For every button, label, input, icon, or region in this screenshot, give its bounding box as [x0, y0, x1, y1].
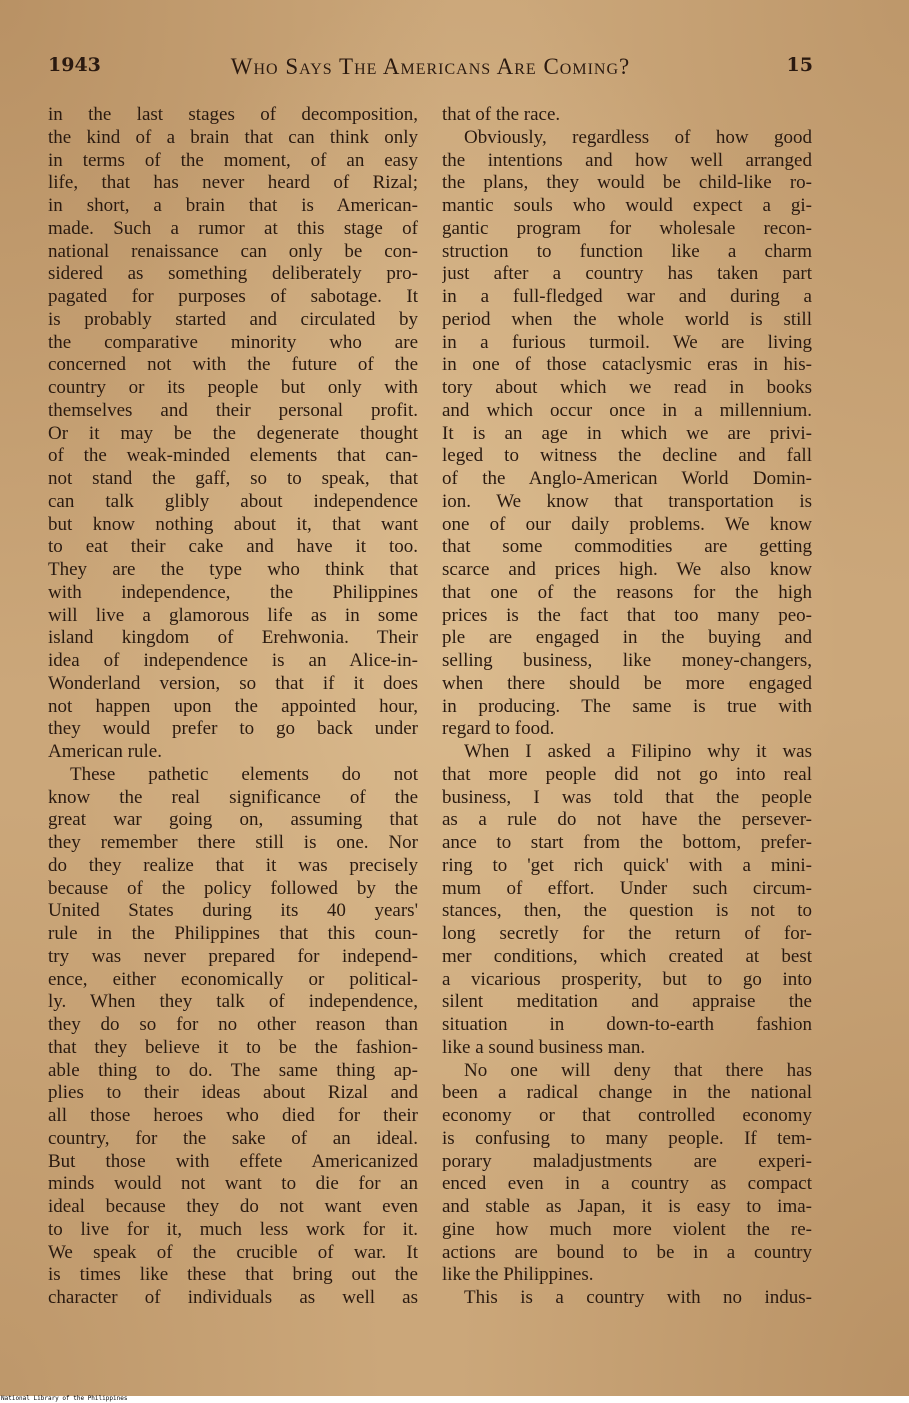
- text-line: concerned not with the future of the: [48, 354, 418, 376]
- text-line: they do so for no other reason than: [48, 1014, 418, 1035]
- text-line: prices is the fact that too many peo-: [442, 604, 812, 626]
- text-line: in a full-fledged war and during a: [442, 286, 812, 307]
- text-line: period when the whole world is still: [442, 308, 812, 330]
- text-line: the intentions and how well arranged: [442, 149, 812, 171]
- text-line: life, that has never heard of Rizal;: [48, 172, 418, 194]
- text-line: tory about which we read in books: [442, 377, 812, 398]
- text-line: ance to start from the bottom, prefer-: [442, 832, 812, 853]
- text-line: great war going on, assuming that: [48, 809, 418, 831]
- right-text-column: [442, 104, 812, 1310]
- text-line: all those heroes who died for their: [48, 1105, 418, 1126]
- text-line: Obviously, regardless of how good: [464, 126, 812, 148]
- text-line: situation in down-to-earth fashion: [442, 1014, 812, 1035]
- text-line: ideal because they do not want even: [48, 1196, 418, 1217]
- text-line: rule in the Philippines that this coun-: [48, 923, 418, 944]
- text-line: but know nothing about it, that want: [48, 513, 418, 535]
- text-line: in a furious turmoil. We are living: [442, 331, 812, 353]
- text-line: in terms of the moment, of an easy: [48, 149, 418, 171]
- text-line: they remember there still is one. Nor: [48, 832, 418, 853]
- text-line: not stand the gaff, so to speak, that: [48, 468, 418, 489]
- text-line: country or its people but only with: [48, 377, 418, 398]
- text-line: try was never prepared for independ-: [48, 945, 418, 967]
- text-line: know the real significance of the: [48, 786, 418, 808]
- text-line: ion. We know that transportation is: [442, 490, 812, 512]
- text-line: This is a country with no indus-: [464, 1287, 812, 1308]
- header-year: 1943: [48, 54, 101, 76]
- text-line: leged to witness the decline and fall: [442, 445, 812, 467]
- text-line: They are the type who think that: [48, 559, 418, 580]
- text-line: not happen upon the appointed hour,: [48, 695, 418, 717]
- text-line: the comparative minority who are: [48, 331, 418, 353]
- text-line: sidered as something deliberately pro-: [48, 263, 418, 285]
- text-line: with independence, the Philippines: [48, 581, 418, 603]
- text-line: when there should be more engaged: [442, 672, 812, 694]
- text-line: they would prefer to go back under: [48, 718, 418, 740]
- text-line: pagated for purposes of sabotage. It: [48, 286, 418, 307]
- text-line: is probably started and circulated by: [48, 308, 418, 330]
- text-line: stances, then, the question is not to: [442, 900, 812, 922]
- text-line: silent meditation and appraise the: [442, 991, 812, 1013]
- text-line: regard to food.: [442, 718, 555, 740]
- text-line: ly. When they talk of independence,: [48, 991, 418, 1013]
- text-line: selling business, like money-changers,: [442, 650, 812, 671]
- text-line: one of our daily problems. We know: [442, 513, 812, 535]
- text-line: will live a glamorous life as in some: [48, 604, 418, 626]
- text-line: and stable as Japan, it is easy to ima-: [442, 1196, 812, 1217]
- text-line: Or it may be the degenerate thought: [48, 422, 418, 444]
- text-line: idea of independence is an Alice-in-: [48, 650, 418, 671]
- text-line: because of the policy followed by the: [48, 877, 418, 899]
- text-line: like a sound business man.: [442, 1036, 646, 1058]
- text-line: in the last stages of decomposition,: [48, 104, 418, 125]
- header-title: Who Says The Americans Are Coming?: [230, 54, 631, 79]
- text-line: mer conditions, which created at best: [442, 945, 812, 967]
- text-line: that of the race.: [442, 104, 561, 125]
- text-line: actions are bound to be in a country: [442, 1241, 812, 1263]
- text-line: of the weak-minded elements that can-: [48, 445, 418, 467]
- footer-watermark: [0, 1396, 909, 1403]
- text-line: and which occur once in a millennium.: [442, 399, 812, 421]
- text-line: made. Such a rumor at this stage of: [48, 217, 418, 239]
- text-line: that more people did not go into real: [442, 763, 812, 785]
- text-line: is times like these that bring out the: [48, 1264, 418, 1286]
- text-line: national renaissance can only be con-: [48, 240, 418, 262]
- running-header: [48, 54, 813, 80]
- text-line: of the Anglo-American World Domin-: [442, 468, 812, 489]
- text-line: ring to 'get rich quick' with a mini-: [442, 854, 812, 876]
- text-line: been a radical change in the national: [442, 1082, 812, 1104]
- text-line: in short, a brain that is American-: [48, 195, 418, 216]
- text-line: ence, either economically or political-: [48, 968, 418, 990]
- text-line: that one of the reasons for the high: [442, 581, 812, 603]
- text-line: When I asked a Filipino why it was: [464, 741, 812, 762]
- text-line: Wonderland version, so that if it does: [48, 672, 418, 694]
- text-line: that they believe it to be the fashion-: [48, 1036, 418, 1058]
- text-line: gantic program for wholesale recon-: [442, 217, 812, 239]
- text-line: American rule.: [48, 741, 162, 762]
- text-line: country, for the sake of an ideal.: [48, 1127, 418, 1149]
- text-line: United States during its 40 years': [48, 900, 418, 922]
- text-line: in producing. The same is true with: [442, 695, 812, 717]
- page-number: 15: [786, 54, 813, 76]
- text-line: It is an age in which we are privi-: [442, 422, 812, 444]
- text-line: do they realize that it was precisely: [48, 854, 418, 876]
- text-line: is confusing to many people. If tem-: [442, 1127, 812, 1149]
- text-line: enced even in a country as compact: [442, 1173, 812, 1195]
- text-line: plies to their ideas about Rizal and: [48, 1082, 418, 1104]
- text-line: scarce and prices high. We also know: [442, 559, 812, 580]
- text-line: to live for it, much less work for it.: [48, 1218, 418, 1240]
- text-line: to eat their cake and have it too.: [48, 536, 418, 558]
- text-line: island kingdom of Erehwonia. Their: [48, 627, 418, 649]
- text-line: gine how much more violent the re-: [442, 1218, 812, 1240]
- text-line: as a rule do not have the persever-: [442, 809, 812, 831]
- text-line: But those with effete Americanized: [48, 1150, 418, 1172]
- text-line: that some commodities are getting: [442, 536, 812, 558]
- text-line: long secretly for the return of for-: [442, 923, 812, 944]
- text-line: character of individuals as well as: [48, 1287, 418, 1308]
- text-line: No one will deny that there has: [464, 1059, 812, 1081]
- text-line: able thing to do. The same thing ap-: [48, 1059, 418, 1081]
- text-line: porary maladjustments are experi-: [442, 1150, 812, 1172]
- text-line: mantic souls who would expect a gi-: [442, 195, 812, 216]
- text-line: We speak of the crucible of war. It: [48, 1241, 418, 1263]
- text-line: business, I was told that the people: [442, 786, 812, 808]
- footer-credit: National Library of the Philippines: [1, 1395, 128, 1402]
- text-line: These pathetic elements do not: [70, 763, 418, 785]
- text-line: themselves and their personal profit.: [48, 399, 418, 421]
- text-line: minds would not want to die for an: [48, 1173, 418, 1195]
- left-text-column: [48, 104, 418, 1310]
- text-line: ple are engaged in the buying and: [442, 627, 812, 649]
- text-line: a vicarious prosperity, but to go into: [442, 968, 812, 990]
- text-line: just after a country has taken part: [442, 263, 812, 285]
- text-line: the plans, they would be child-like ro-: [442, 172, 812, 194]
- text-line: economy or that controlled economy: [442, 1105, 812, 1126]
- text-line: like the Philippines.: [442, 1264, 594, 1286]
- text-line: can talk glibly about independence: [48, 490, 418, 512]
- text-line: mum of effort. Under such circum-: [442, 877, 812, 899]
- text-line: struction to function like a charm: [442, 240, 812, 262]
- text-line: the kind of a brain that can think only: [48, 126, 418, 148]
- text-line: in one of those cataclysmic eras in his-: [442, 354, 812, 376]
